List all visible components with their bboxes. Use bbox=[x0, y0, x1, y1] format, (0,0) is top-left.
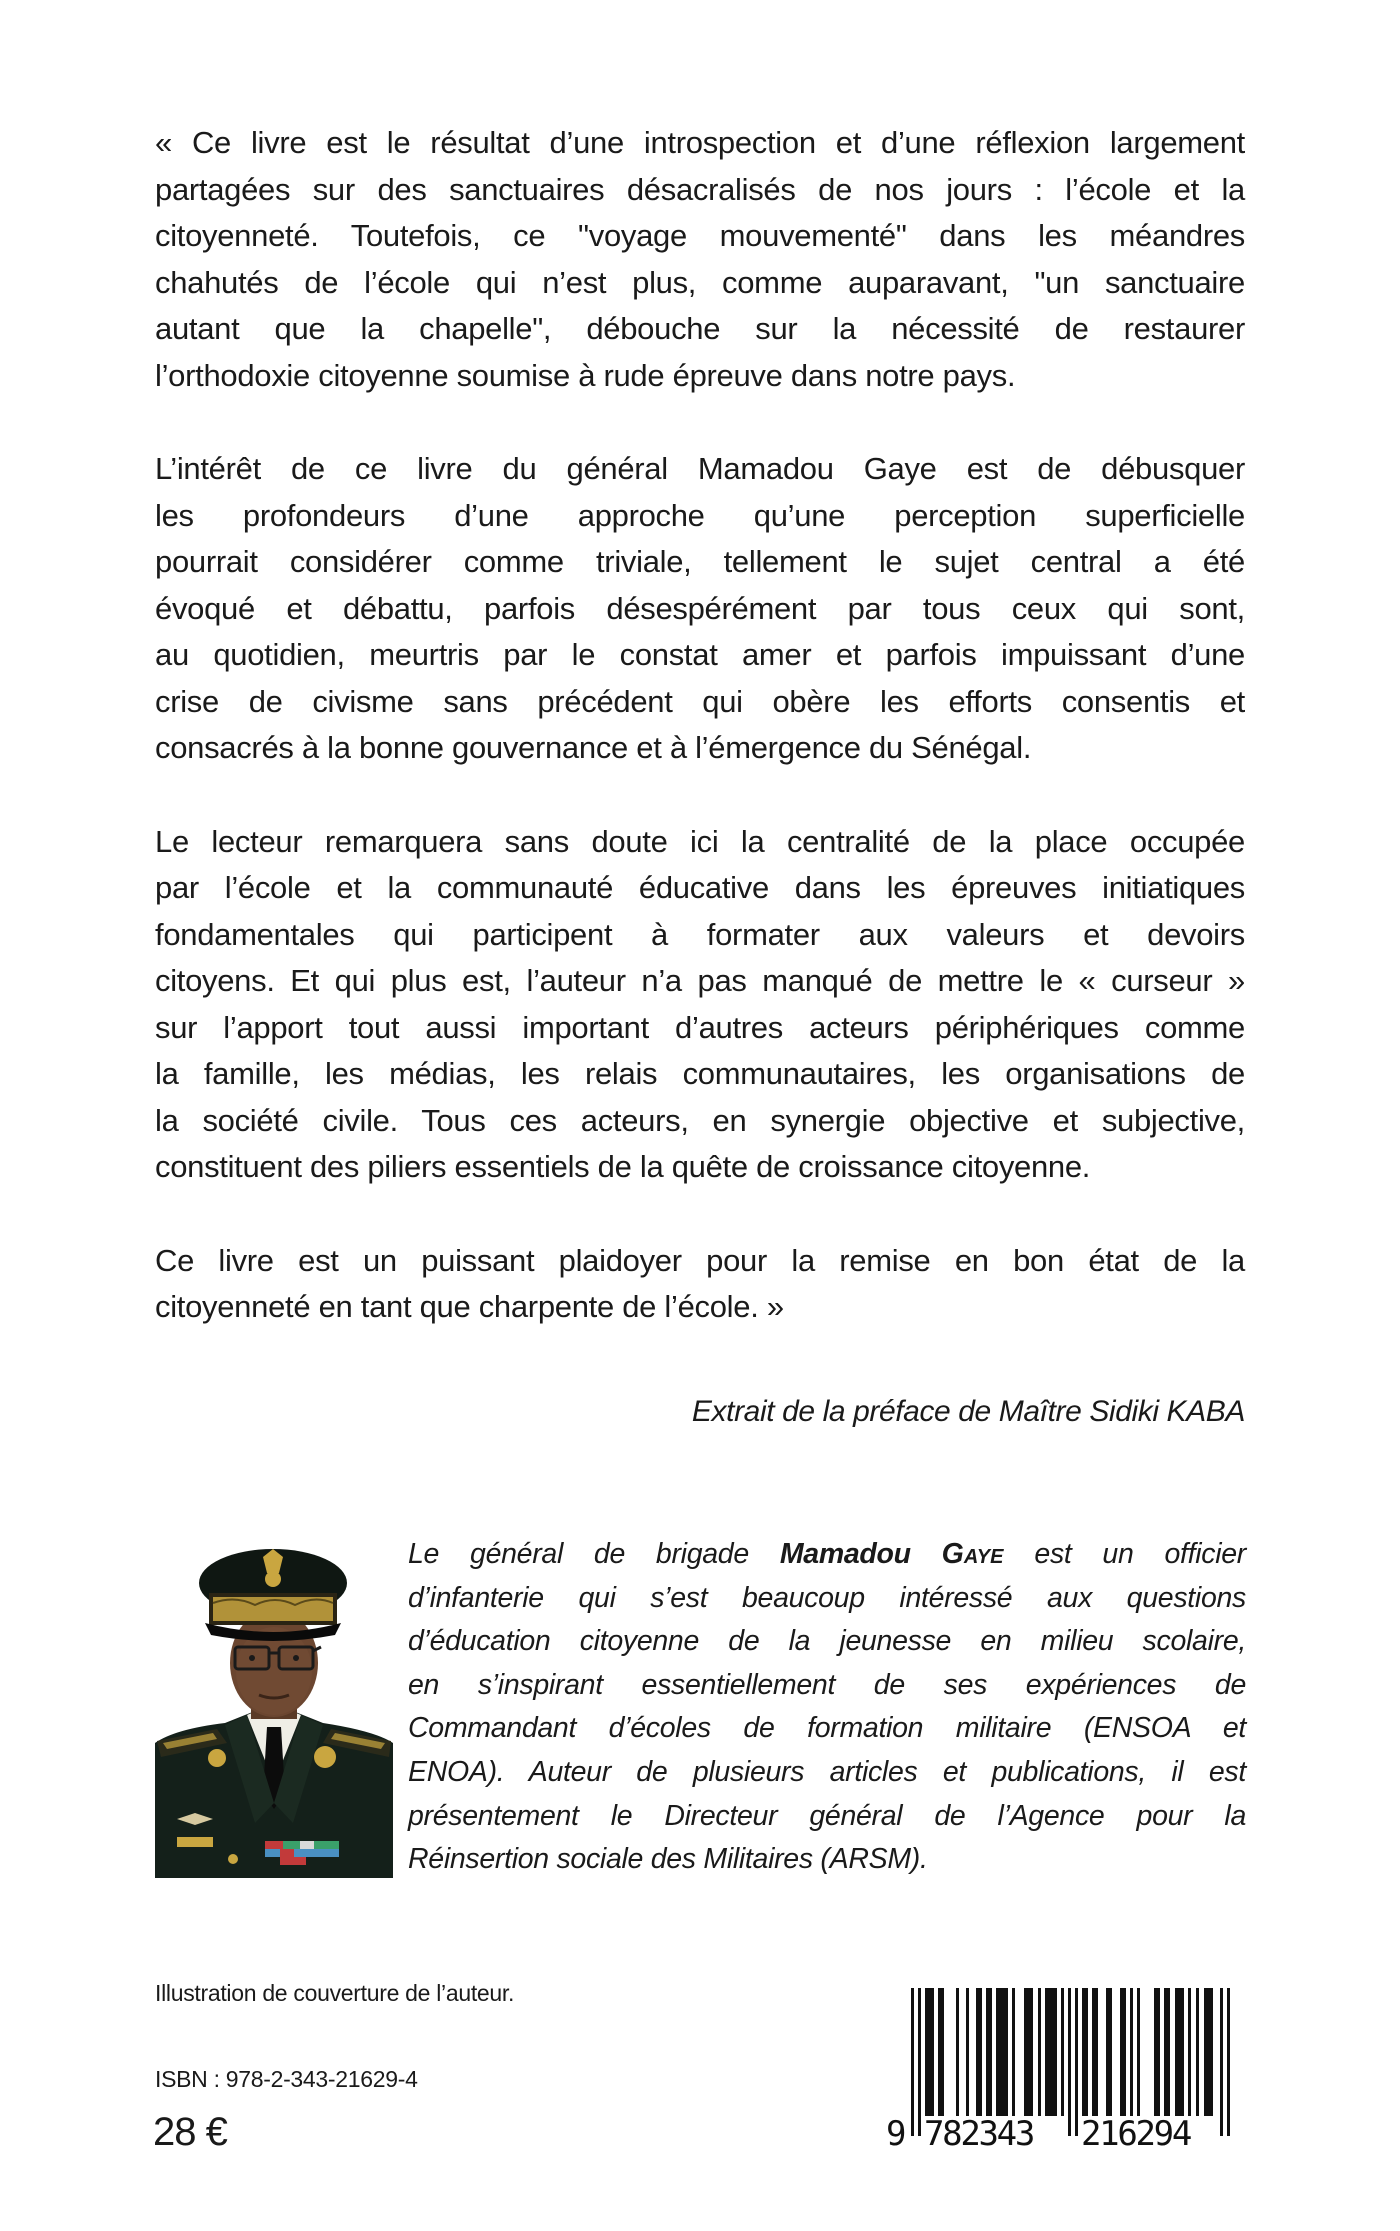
text-line: citoyens. Et qui plus est, l’auteur n’a pas manqué de mettre le « curseur » bbox=[155, 963, 1245, 998]
text-line: L’intérêt de ce livre du général Mamadou Gaye est de débusquer bbox=[155, 451, 1245, 486]
author-last-name: Gaye bbox=[941, 1538, 1004, 1570]
text-line: Réinsertion sociale des Militaires (ARSM). bbox=[408, 1843, 928, 1876]
text-line: en s’inspirant essentiellement de ses expériences de bbox=[408, 1668, 1246, 1701]
bio-suffix: est un officier bbox=[1003, 1538, 1246, 1570]
text-line: d’éducation citoyenne de la jeunesse en milieu scolaire, bbox=[408, 1625, 1246, 1658]
text-line: « Ce livre est le résultat d’une introspection et d’une réflexion largement bbox=[155, 125, 1245, 160]
preface-paragraph-3 bbox=[155, 819, 1245, 1191]
text-line: autant que la chapelle", débouche sur la nécessité de restaurer bbox=[155, 311, 1245, 346]
author-biography bbox=[408, 1533, 1246, 1882]
author-first-name: Mamadou bbox=[779, 1538, 911, 1570]
text-line: constituent des piliers essentiels de la quête de croissance citoyenne. bbox=[155, 1149, 1091, 1184]
text-line: Commandant d’écoles de formation militaire (ENSOA et bbox=[408, 1712, 1246, 1745]
preface-paragraph-2 bbox=[155, 446, 1245, 772]
text-line: Le lecteur remarquera sans doute ici la centralité de la place occupée bbox=[155, 823, 1245, 859]
barcode-digits-group-1: 782343 bbox=[924, 2114, 1034, 2154]
preface-paragraph-4 bbox=[155, 1238, 1245, 1331]
text-line: chahutés de l’école qui n’est plus, comme auparavant, "un sanctuaire bbox=[155, 264, 1245, 300]
text-line: consacrés à la bonne gouvernance et à l’émergence du Sénégal. bbox=[155, 730, 1032, 765]
bio-prefix: Le général de brigade bbox=[408, 1538, 780, 1570]
text-line: fondamentales qui participent à formater aux valeurs et devoirs bbox=[155, 916, 1245, 952]
text-line: présentement le Directeur général de l’Agence pour la bbox=[408, 1799, 1246, 1832]
text-line: l’orthodoxie citoyenne soumise à rude épreuve dans notre pays. bbox=[155, 357, 1016, 393]
barcode bbox=[884, 1986, 1254, 2156]
text-line: la société civile. Tous ces acteurs, en synergie objective et subjective, bbox=[155, 1102, 1245, 1138]
text-line: Ce livre est un puissant plaidoyer pour la remise en bon état de la bbox=[155, 1242, 1245, 1278]
text-line: partagées sur des sanctuaires désacralisés de nos jours : l’école et la bbox=[155, 171, 1245, 207]
price: 28 € bbox=[153, 2110, 227, 2154]
author-photo bbox=[155, 1543, 393, 1878]
text-line: d’infanterie qui s’est beaucoup intéressé aux questions bbox=[408, 1581, 1246, 1614]
text-line: la famille, les médias, les relais communautaires, les organisations de bbox=[155, 1056, 1245, 1091]
barcode-digit-first: 9 bbox=[886, 2114, 907, 2154]
text-line: pourrait considérer comme triviale, tellement le sujet central a été bbox=[155, 544, 1245, 579]
isbn: ISBN : 978-2-343-21629-4 bbox=[155, 2066, 418, 2092]
illustration-credit: Illustration de couverture de l’auteur. bbox=[155, 1980, 515, 2006]
text-line: évoqué et débattu, parfois désespérément par tous ceux qui sont, bbox=[155, 590, 1245, 626]
text-line: crise de civisme sans précédent qui obère les efforts consentis et bbox=[155, 683, 1245, 719]
text-line: au quotidien, meurtris par le constat amer et parfois impuissant d’une bbox=[155, 637, 1245, 672]
preface-paragraph-1 bbox=[155, 120, 1245, 399]
preface-credit: Extrait de la préface de Maître Sidiki KABA bbox=[691, 1395, 1245, 1428]
text-line: par l’école et la communauté éducative dans les épreuves initiatiques bbox=[155, 870, 1245, 905]
text-line: les profondeurs d’une approche qu’une perception superficielle bbox=[155, 497, 1245, 533]
text-line bbox=[408, 1533, 1246, 1577]
preface-excerpt bbox=[155, 120, 1245, 1378]
text-line: sur l’apport tout aussi important d’autres acteurs périphériques comme bbox=[155, 1009, 1245, 1045]
text-line: citoyenneté. Toutefois, ce "voyage mouvementé" dans les méandres bbox=[155, 218, 1245, 253]
text-line: citoyenneté en tant que charpente de l’école. » bbox=[155, 1289, 784, 1324]
text-line: ENOA). Auteur de plusieurs articles et publications, il est bbox=[408, 1755, 1246, 1788]
barcode-digits-group-2: 216294 bbox=[1081, 2114, 1191, 2154]
